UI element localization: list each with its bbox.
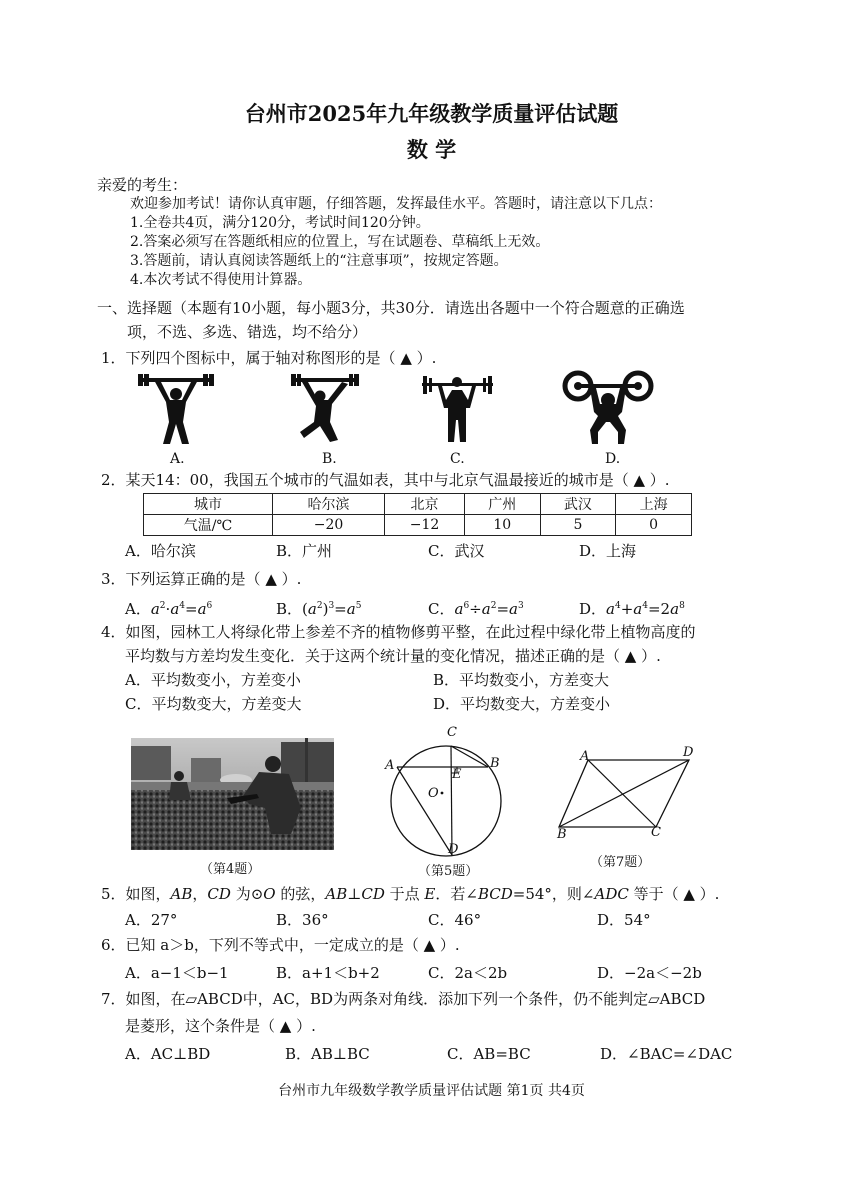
weightlifter-icon-c bbox=[420, 374, 495, 446]
question-1-stem: 1．下列四个图标中，属于轴对称图形的是（ ▲ ）. bbox=[101, 349, 437, 367]
option-a bbox=[125, 596, 212, 619]
table-cell: 广州 bbox=[464, 494, 540, 515]
math-exp: 5 bbox=[355, 601, 362, 611]
point-label-c: C bbox=[447, 725, 457, 740]
stem-text: ⊥ bbox=[347, 885, 362, 903]
stem-text: ， bbox=[192, 885, 208, 903]
math-var: AB bbox=[170, 885, 193, 903]
table-cell: −12 bbox=[385, 515, 465, 536]
table-cell: 北京 bbox=[385, 494, 465, 515]
math-var: a bbox=[150, 600, 160, 618]
stem-text: =54°，则∠ bbox=[512, 885, 595, 903]
option-a: A．27° bbox=[125, 911, 178, 929]
math-exp: 2 bbox=[316, 601, 323, 611]
table-cell: 10 bbox=[464, 515, 540, 536]
question-4-stem-cont: 平均数与方差均发生变化．关于这两个统计量的变化情况，描述正确的是（ ▲ ）. bbox=[125, 647, 661, 665]
circle-diagram bbox=[380, 728, 510, 860]
option-c: C．武汉 bbox=[428, 542, 485, 560]
option-letter: D． bbox=[579, 600, 607, 618]
math-var: O bbox=[263, 885, 276, 903]
table-cell: 武汉 bbox=[540, 494, 616, 515]
option-b bbox=[276, 596, 361, 619]
stem-text: 5．如图， bbox=[101, 885, 171, 903]
table-cell: 0 bbox=[616, 515, 692, 536]
weightlifter-icon-a bbox=[136, 374, 216, 446]
math-exp: 3 bbox=[517, 601, 524, 611]
option-letter: B． bbox=[276, 600, 303, 618]
math-var: a bbox=[170, 600, 180, 618]
exam-title: 台州市2025年九年级教学质量评估试题 bbox=[244, 101, 619, 126]
question-4-stem: 4．如图，园林工人将绿化带上参差不齐的植物修剪平整，在此过程中绿化带上植物高度的 bbox=[101, 623, 696, 641]
option-c: C．AB=BC bbox=[447, 1045, 531, 1063]
math-var: a bbox=[454, 600, 464, 618]
option-d: D．上海 bbox=[579, 542, 637, 560]
option-b: B．广州 bbox=[276, 542, 333, 560]
gardener-photo bbox=[131, 738, 334, 850]
parallelogram-diagram bbox=[555, 755, 695, 835]
math-exp: 2 bbox=[159, 601, 166, 611]
math-var: a bbox=[670, 600, 680, 618]
question-3-stem: 3．下列运算正确的是（ ▲ ）. bbox=[101, 570, 302, 588]
option-b: B．平均数变小，方差变大 bbox=[433, 671, 610, 689]
page-footer: 台州市九年级数学教学质量评估试题 第1页 共4页 bbox=[278, 1083, 585, 1099]
table-cell: 哈尔滨 bbox=[272, 494, 384, 515]
point-label-c: C bbox=[651, 825, 661, 840]
option-label: B. bbox=[322, 451, 337, 467]
math-var: a bbox=[633, 600, 643, 618]
option-d: D．54° bbox=[597, 911, 651, 929]
math-var: AB bbox=[325, 885, 348, 903]
question-5-stem bbox=[101, 884, 719, 904]
option-label: A. bbox=[170, 451, 185, 467]
table-cell: 城市 bbox=[144, 494, 273, 515]
figure-caption: （第5题） bbox=[418, 864, 479, 879]
option-letter: C． bbox=[428, 600, 455, 618]
math-var: a bbox=[481, 600, 491, 618]
option-letter: A． bbox=[125, 600, 151, 618]
math-var: a bbox=[197, 600, 207, 618]
option-d: D．平均数变大，方差变小 bbox=[433, 695, 611, 713]
question-7-stem-cont: 是菱形，这个条件是（ ▲ ）. bbox=[125, 1017, 316, 1035]
math-op: = bbox=[185, 600, 198, 618]
point-label-b: B bbox=[557, 827, 567, 842]
math-var: BCD bbox=[477, 885, 513, 903]
math-var: CD bbox=[207, 885, 231, 903]
option-c: C．平均数变大，方差变大 bbox=[125, 695, 302, 713]
notice-item: 4.本次考试不得使用计算器。 bbox=[130, 272, 312, 288]
math-exp: 3 bbox=[328, 601, 335, 611]
notice-item: 1.全卷共4页，满分120分，考试时间120分钟。 bbox=[130, 215, 430, 231]
math-var: E bbox=[424, 885, 436, 903]
option-c: C．2a＜2b bbox=[428, 964, 508, 982]
option-d: D．∠BAC=∠DAC bbox=[600, 1045, 733, 1063]
weightlifter-icon-b bbox=[290, 374, 360, 446]
math-op: ) bbox=[322, 600, 329, 618]
math-op: + bbox=[620, 600, 634, 618]
notice-item: 2.答案必须写在答题纸相应的位置上，写在试题卷、草稿纸上无效。 bbox=[130, 234, 550, 250]
temperature-table bbox=[143, 493, 692, 536]
math-exp: 2 bbox=[490, 601, 497, 611]
point-label-a: A bbox=[580, 749, 590, 764]
section-heading: 一、选择题（本题有10小题，每小题3分，共30分．请选出各题中一个符合题意的正确选 bbox=[97, 299, 685, 317]
point-label-o: O bbox=[428, 786, 439, 801]
table-cell: −20 bbox=[272, 515, 384, 536]
point-label-d: D bbox=[683, 745, 694, 760]
point-label-a: A bbox=[385, 758, 395, 773]
math-var: a bbox=[346, 600, 356, 618]
math-op: =2 bbox=[647, 600, 671, 618]
option-d bbox=[579, 596, 685, 619]
subject-title: 数 学 bbox=[406, 137, 457, 162]
math-op: = bbox=[334, 600, 347, 618]
math-var: a bbox=[307, 600, 317, 618]
math-exp: 6 bbox=[206, 601, 213, 611]
greeting: 亲爱的考生： bbox=[97, 176, 188, 194]
option-b: B．36° bbox=[276, 911, 329, 929]
option-a: A．a−1＜b−1 bbox=[125, 964, 229, 982]
stem-text: 等于（ ▲ ）. bbox=[628, 885, 720, 903]
question-7-stem: 7．如图，在▱ABCD中，AC，BD为两条对角线．添加下列一个条件，仍不能判定▱ABCD bbox=[101, 990, 706, 1008]
math-op: ( bbox=[302, 600, 308, 618]
option-a: A．哈尔滨 bbox=[125, 542, 196, 560]
option-c bbox=[428, 596, 524, 619]
figure-caption: （第4题） bbox=[200, 862, 261, 877]
stem-text: 的弦， bbox=[275, 885, 326, 903]
notice-item: 3.答题前，请认真阅读答题纸上的“注意事项”，按规定答题。 bbox=[130, 253, 508, 269]
math-var: a bbox=[606, 600, 615, 618]
section-heading-cont: 项，不选、多选、错选，均不给分） bbox=[127, 323, 368, 341]
math-exp: 8 bbox=[679, 601, 685, 611]
option-label: C. bbox=[450, 451, 465, 467]
math-exp: 4 bbox=[642, 601, 648, 611]
option-c: C．46° bbox=[428, 911, 482, 929]
table-cell: 气温/℃ bbox=[144, 515, 273, 536]
point-label-d: D bbox=[448, 842, 459, 857]
table-cell: 上海 bbox=[616, 494, 692, 515]
point-label-b: B bbox=[490, 756, 500, 771]
math-var: ADC bbox=[594, 885, 629, 903]
math-exp: 4 bbox=[179, 601, 185, 611]
math-op: · bbox=[165, 600, 171, 618]
table-cell: 5 bbox=[540, 515, 616, 536]
math-var: a bbox=[509, 600, 518, 618]
math-op: ÷ bbox=[469, 600, 482, 618]
math-var: CD bbox=[361, 885, 385, 903]
option-label: D. bbox=[605, 451, 621, 467]
math-op: = bbox=[496, 600, 510, 618]
figure-caption: （第7题） bbox=[590, 855, 651, 870]
table-header-row bbox=[144, 494, 692, 515]
question-2-stem: 2．某天14：00，我国五个城市的气温如表，其中与北京气温最接近的城市是（ ▲ ）. bbox=[101, 471, 670, 489]
notice-intro: 欢迎参加考试！请你认真审题，仔细答题，发挥最佳水平。答题时，请注意以下几点： bbox=[130, 196, 662, 212]
stem-text: 为⊙ bbox=[230, 885, 264, 903]
math-exp: 4 bbox=[614, 601, 621, 611]
weightlifter-icon-d bbox=[560, 370, 658, 446]
option-b: B．AB⊥BC bbox=[285, 1045, 370, 1063]
point-label-e: E bbox=[452, 767, 462, 782]
math-exp: 6 bbox=[463, 601, 470, 611]
option-a: A．平均数变小，方差变小 bbox=[125, 671, 301, 689]
question-6-stem: 6．已知 a＞b，下列不等式中，一定成立的是（ ▲ ）. bbox=[101, 936, 460, 954]
option-a: A．AC⊥BD bbox=[125, 1045, 211, 1063]
table-row bbox=[144, 515, 692, 536]
stem-text: ．若∠ bbox=[435, 885, 478, 903]
stem-text: 于点 bbox=[384, 885, 425, 903]
option-d: D．−2a＜−2b bbox=[597, 964, 702, 982]
option-b: B．a+1＜b+2 bbox=[276, 964, 380, 982]
